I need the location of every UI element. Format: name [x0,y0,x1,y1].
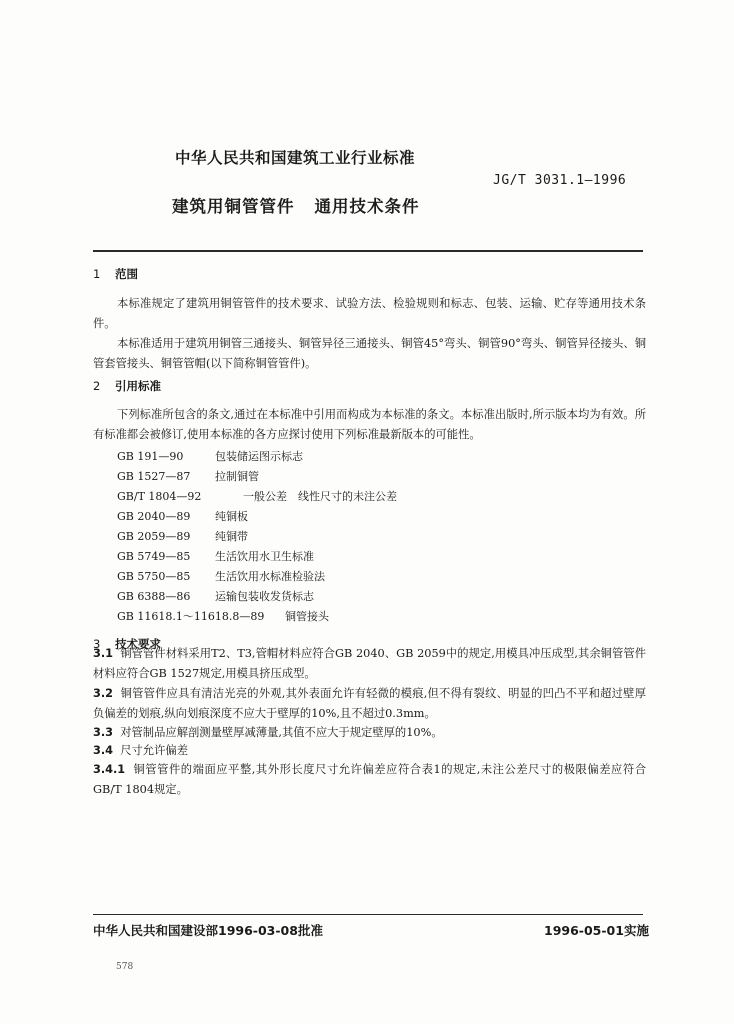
document-title [172,193,420,217]
clause-3-4-1-number: 3.4.1 [93,763,126,776]
clause-3-3 [93,723,646,743]
reference-item: GB/T 1804—92 一般公差 线性尺寸的未注公差 [117,490,397,503]
section-3-heading: 3 技术要求 [93,637,161,651]
header-rule [93,250,643,252]
title-part2: 通用技术条件 [314,197,420,216]
approval-line: 中华人民共和国建设部1996-03-08批准 [93,923,323,938]
clause-3-2-number: 3.2 [93,687,114,700]
effective-date: 1996-05-01实施 [544,923,649,938]
clause-3-4-number: 3.4 [93,744,114,757]
reference-item: GB 2040—89 纯铜板 [117,510,248,523]
clause-3-4-1-text: 铜管管件的端面应平整,其外形长度尺寸允许偏差应符合表1的规定,未注公差尺寸的极限偏差应符合GB/T 1804规定。 [93,763,646,796]
reference-item: GB 6388—86 运输包装收发货标志 [117,590,314,603]
reference-item: GB 1527—87 拉制铜管 [117,470,259,483]
section-2-heading: 2 引用标准 [93,379,161,393]
clause-3-2-text: 铜管管件应具有清洁光亮的外观,其外表面允许有轻微的模痕,但不得有裂纹、明显的凹凸不平和超过壁厚负偏差的划痕,纵向划痕深度不应大于壁厚的10%,且不超过0.3mm。 [93,687,646,720]
standard-code: JG/T 3031.1—1996 [493,173,627,188]
clause-3-4 [93,741,646,761]
section-2-intro: 下列标准所包含的条文,通过在本标准中引用而构成为本标准的条文。本标准出版时,所示版本均为有效。所有标准都会被修订,使用本标准的各方应探讨使用下列标准最新版本的可能性。 [93,408,646,441]
clause-3-3-text: 对管制品应解剖测量壁厚减薄量,其值不应大于规定壁厚的10%。 [120,726,443,739]
clause-3-3-number: 3.3 [93,726,114,739]
issuing-agency: 中华人民共和国建筑工业行业标准 [175,149,416,167]
reference-item: GB 5749—85 生活饮用水卫生标准 [117,550,314,563]
section-1-heading: 1 范围 [93,267,138,281]
reference-item: GB 191—90 包装储运图示标志 [117,450,303,463]
title-part1: 建筑用铜管管件 [172,197,295,216]
clause-3-1 [93,644,646,684]
reference-item: GB 11618.1～11618.8—89 铜管接头 [117,610,329,623]
clause-3-1-text: 铜管管件材料采用T2、T3,管帽材料应符合GB 2040、GB 2059中的规定,用模具冲压成型,其余铜管管件材料应符合GB 1527规定,用模具挤压成型。 [93,647,647,680]
clause-3-4-text: 尺寸允许偏差 [120,744,188,757]
clause-3-4-1 [93,760,646,800]
section-1-paragraph-1: 本标准规定了建筑用铜管管件的技术要求、试验方法、检验规则和标志、包装、运输、贮存等通用技术条件。 [93,297,646,330]
reference-item: GB 5750—85 生活饮用水标准检验法 [117,570,325,583]
clause-3-1-number: 3.1 [93,647,114,660]
page-number: 578 [116,962,134,972]
footer-rule [93,914,643,915]
reference-item: GB 2059—89 纯铜带 [117,530,248,543]
clause-3-2 [93,684,646,724]
section-1-paragraph-2: 本标准适用于建筑用铜管三通接头、铜管异径三通接头、铜管45°弯头、铜管90°弯头、铜管异径接头、铜管套管接头、铜管管帽(以下简称铜管管件)。 [93,337,646,370]
